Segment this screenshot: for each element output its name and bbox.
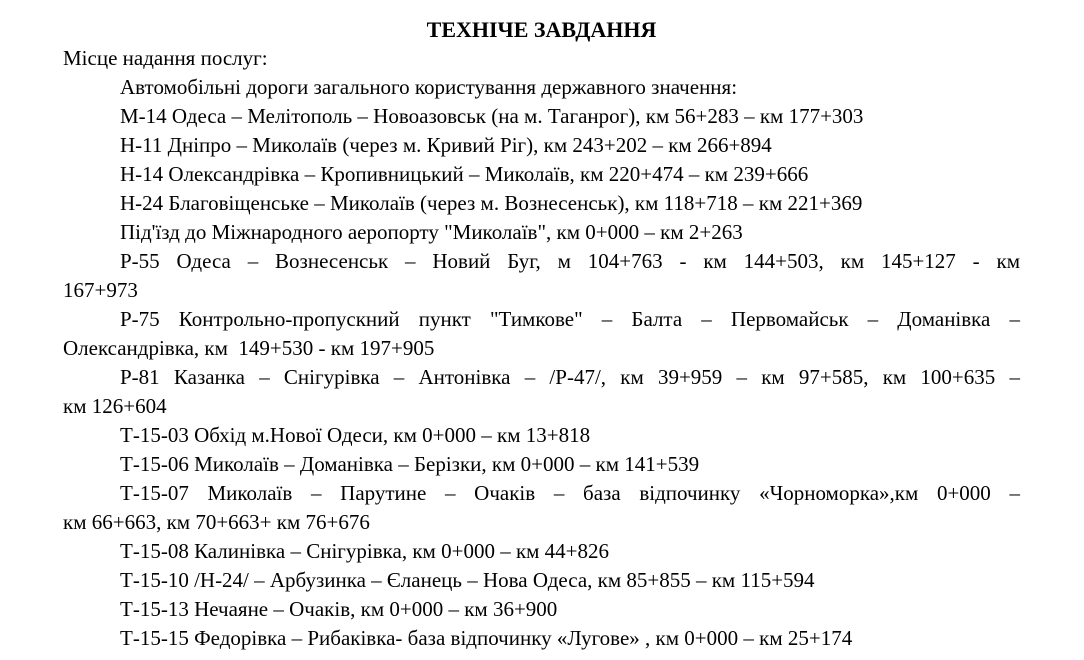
road-line: Н-11 Дніпро – Миколаїв (через м. Кривий Ріг), км 243+202 – км 266+894	[120, 133, 772, 157]
road-line: Р-81 Казанка – Снігурівка – Антонівка – /Р-47/, км 39+959 – км 97+585, км 100+635 –	[120, 365, 1020, 389]
road-line: Т-15-13 Нечаяне – Очаків, км 0+000 – км 36+900	[120, 597, 558, 621]
road-line: Т-15-07 Миколаїв – Парутине – Очаків – база відпочинку «Чорноморка»,км 0+000 –	[120, 481, 1020, 505]
road-item-airport-access	[63, 218, 1020, 247]
road-item-t1513	[63, 595, 1020, 624]
road-line-continuation: км 66+663, км 70+663+ км 76+676	[63, 510, 370, 534]
road-line-continuation: Олександрівка, км 149+530 - км 197+905	[63, 336, 435, 360]
section-heading-line: Автомобільні дороги загального користування державного значення:	[120, 75, 738, 99]
road-item-n14	[63, 160, 1020, 189]
road-line: Т-15-15 Федорівка – Рибаківка- база відпочинку «Лугове» , км 0+000 – км 25+174	[120, 626, 853, 650]
road-line: Р-55 Одеса – Вознесенськ – Новий Буг, м 104+763 - км 144+503, км 145+127 - км	[120, 249, 1020, 273]
road-item-t1503	[63, 421, 1020, 450]
road-item-m14	[63, 102, 1020, 131]
road-item-t1510	[63, 566, 1020, 595]
road-item-r75	[63, 305, 1020, 363]
road-line: М-14 Одеса – Мелітополь – Новоазовськ (на м. Таганрог), км 56+283 – км 177+303	[120, 104, 864, 128]
road-line: Т-15-08 Калинівка – Снігурівка, км 0+000 – км 44+826	[120, 539, 610, 563]
road-item-t1515	[63, 624, 1020, 653]
road-line: Р-75 Контрольно-пропускний пункт "Тимкове" – Балта – Первомайськ – Доманівка –	[120, 307, 1020, 331]
road-item-t1508	[63, 537, 1020, 566]
road-line: Т-15-10 /Н-24/ – Арбузинка – Єланець – Нова Одеса, км 85+855 – км 115+594	[120, 568, 815, 592]
intro-paragraph	[63, 44, 1020, 73]
document-title: ТЕХНІЧЕ ЗАВДАННЯ	[426, 17, 657, 42]
road-item-r55	[63, 247, 1020, 305]
road-line: Н-24 Благовіщенське – Миколаїв (через м. Вознесенськ), км 118+718 – км 221+369	[120, 191, 863, 215]
road-item-n11	[63, 131, 1020, 160]
road-line: Під'їзд до Міжнародного аеропорту "Миколаїв", км 0+000 – км 2+263	[120, 220, 743, 244]
road-line: Т-15-03 Обхід м.Нової Одеси, км 0+000 – км 13+818	[120, 423, 591, 447]
road-line-continuation: 167+973	[63, 278, 138, 302]
road-item-t1506	[63, 450, 1020, 479]
section-heading	[63, 73, 1020, 102]
road-item-n24	[63, 189, 1020, 218]
road-line: Т-15-06 Миколаїв – Доманівка – Берізки, км 0+000 – км 141+539	[120, 452, 700, 476]
road-line-continuation: км 126+604	[63, 394, 167, 418]
road-item-r81	[63, 363, 1020, 421]
road-line: Н-14 Олександрівка – Кропивницький – Миколаїв, км 220+474 – км 239+666	[120, 162, 809, 186]
road-item-t1507	[63, 479, 1020, 537]
intro-line: Місце надання послуг:	[63, 46, 268, 70]
